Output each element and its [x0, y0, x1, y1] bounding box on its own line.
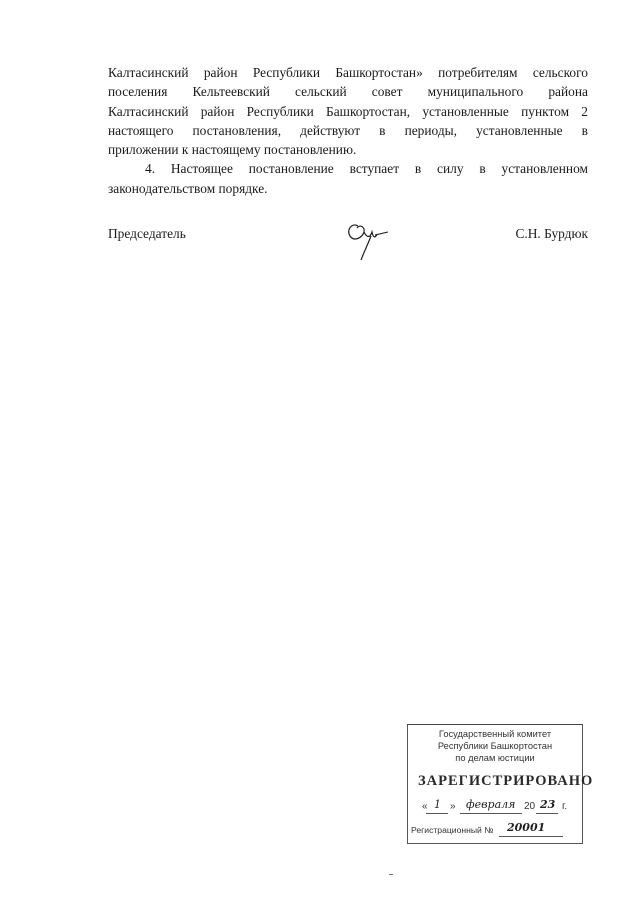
body-word: настоящего — [108, 122, 174, 138]
body-word: установленном — [501, 161, 588, 177]
body-word: поселения — [108, 84, 168, 100]
body-word: периоды, — [404, 122, 458, 138]
stamp-reg-number: 20001 — [507, 821, 546, 834]
body-line — [108, 159, 588, 178]
body-line: законодательством порядке. — [108, 180, 268, 196]
stamp-reg-label: Регистрационный № — [411, 825, 494, 835]
body-word: в — [581, 122, 588, 138]
body-word: сельского — [532, 65, 588, 80]
body-word: Башкортостан» — [335, 65, 423, 80]
body-word: Республики — [252, 65, 320, 80]
body-word: совет — [371, 84, 403, 100]
body-word: пунктом — [521, 103, 570, 119]
body-word: район — [203, 65, 238, 80]
stamp-month: февраля — [466, 798, 516, 811]
stamp-year-prefix: 20 — [524, 801, 536, 812]
body-word: потребителям — [438, 65, 518, 80]
signatory-name: С.Н. Бурдюк — [515, 226, 588, 241]
stamp-date: « 1 » февраля 20 23 г. — [422, 798, 568, 812]
body-word: 2 — [581, 103, 588, 119]
signatory-title: Председатель — [108, 226, 186, 241]
stamp-registration — [411, 821, 577, 839]
signature-block — [108, 226, 588, 262]
body-word: Калтасинский — [108, 65, 189, 80]
body-line: приложении к настоящему постановлению. — [108, 142, 357, 158]
body-word: Кельтеевский — [192, 84, 270, 100]
body-word: действуют — [300, 122, 361, 138]
body-word: 4. — [145, 161, 156, 177]
body-word: района — [548, 84, 588, 100]
body-word: вступает — [349, 161, 400, 177]
body-word: Республики — [246, 103, 314, 119]
stamp-day: 1 — [434, 798, 441, 811]
body-line — [108, 102, 588, 121]
body-word: установленные — [422, 103, 509, 119]
body-word: район — [200, 103, 235, 119]
body-word: Настоящее — [170, 161, 233, 177]
stamp-line: Государственный комитет — [438, 729, 552, 739]
body-word: в — [479, 161, 486, 177]
body-line — [108, 121, 588, 140]
body-word: в — [379, 122, 386, 138]
body-word: силу — [437, 161, 464, 177]
stamp-line: Республики Башкортостан — [437, 741, 553, 751]
body-word: постановление — [248, 161, 334, 177]
stamp-year-suffix: 23 — [540, 798, 556, 811]
body-line — [108, 63, 588, 82]
handwritten-signature — [344, 212, 392, 262]
document-body — [108, 63, 588, 198]
body-word: в — [414, 161, 422, 177]
stamp-registered: ЗАРЕГИСТРИРОВАНО — [418, 773, 594, 789]
stamp-line: по делам юстиции — [455, 753, 535, 763]
stamp-year-unit: г. — [562, 801, 568, 812]
body-word: муниципального — [427, 84, 524, 100]
body-word: сельский — [295, 84, 347, 100]
registration-stamp — [407, 724, 594, 844]
body-word: Башкортостан, — [326, 103, 411, 119]
body-word: постановления, — [192, 122, 282, 138]
body-word: Калтасинский — [108, 103, 189, 119]
page-mark — [389, 874, 393, 875]
body-line — [108, 82, 588, 101]
body-word: установленные — [476, 122, 563, 138]
